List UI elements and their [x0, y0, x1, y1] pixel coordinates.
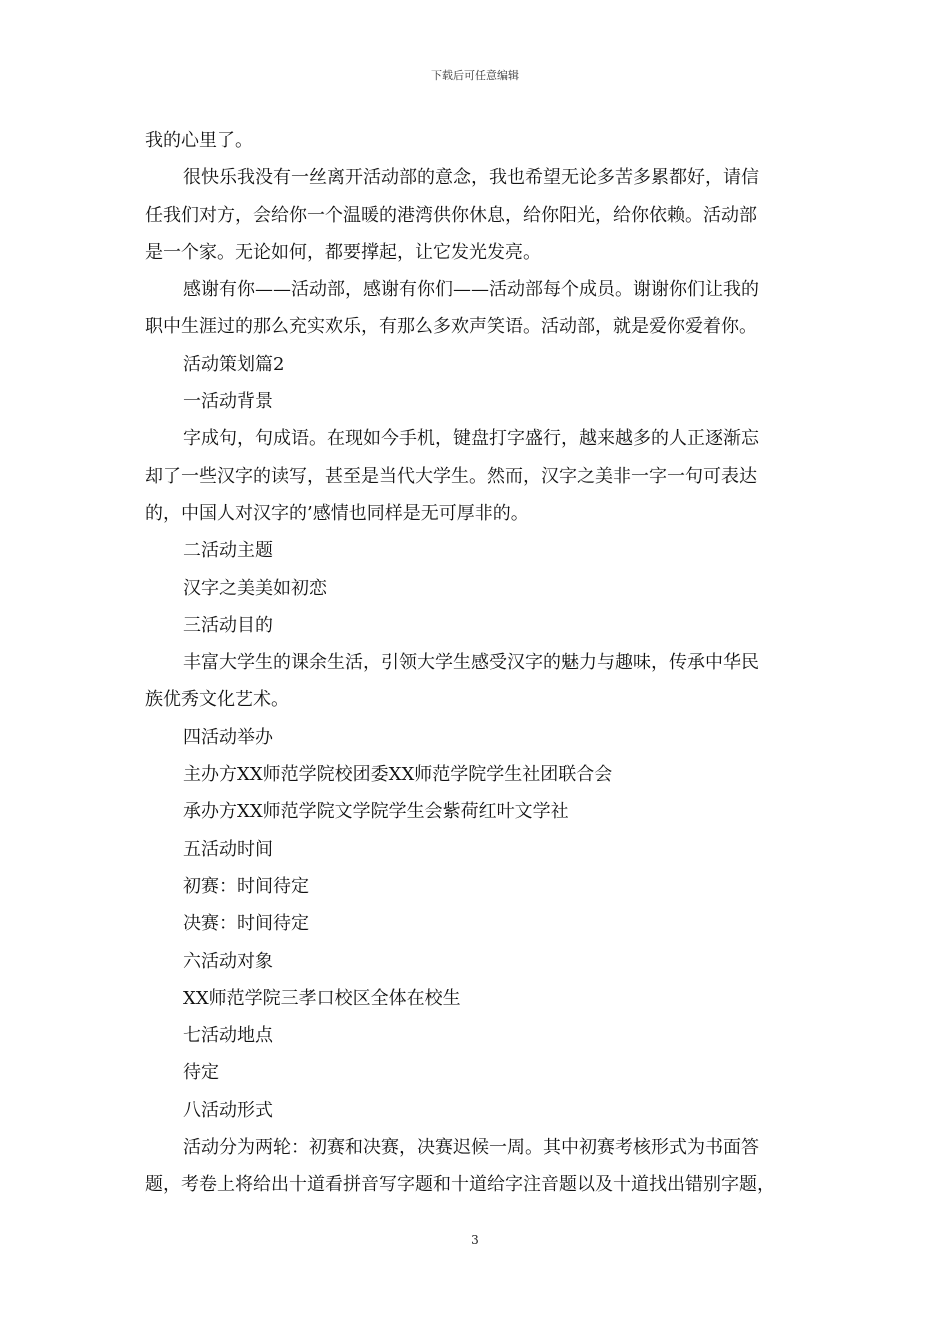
text-line: 却了一些汉字的读写，甚至是当代大学生。然而，汉字之美非一字一句可表达 [145, 465, 757, 487]
text-line: 决赛：时间待定 [183, 913, 309, 935]
section-heading: 六活动对象 [183, 950, 273, 972]
text-line: 感谢有你——活动部，感谢有你们——活动部每个成员。谢谢你们让我的 [183, 279, 759, 301]
text-line: 主办方XX师范学院校团委XX师范学院学生社团联合会 [183, 764, 613, 786]
text-line: 的，中国人对汉字的’感情也同样是无可厚非的。 [145, 502, 529, 524]
text-line: 待定 [183, 1062, 219, 1084]
text-line: 是一个家。无论如何，都要撑起，让它发光发亮。 [145, 241, 541, 263]
document-body [145, 122, 810, 1204]
section-heading: 三活动目的 [183, 614, 273, 636]
section-heading: 一活动背景 [183, 391, 273, 413]
section-heading: 七活动地点 [183, 1025, 273, 1047]
text-line: 我的心里了。 [145, 130, 253, 151]
text-line: 族优秀文化艺术。 [145, 689, 289, 711]
text-line: 丰富大学生的课余生活，引领大学生感受汉字的魅力与趣味，传承中华民 [183, 652, 759, 674]
section-title: 活动策划篇2 [183, 353, 285, 375]
text-line: 任我们对方，会给你一个温暖的港湾供你休息，给你阳光，给你依赖。活动部 [145, 204, 757, 226]
text-line: 很快乐我没有一丝离开活动部的意念，我也希望无论多苦多累都好，请信 [183, 167, 759, 189]
text-line: 承办方XX师范学院文学院学生会紫荷红叶文学社 [183, 801, 569, 823]
section-heading: 二活动主题 [183, 540, 273, 562]
text-line: 活动分为两轮：初赛和决赛，决赛迟候一周。其中初赛考核形式为书面答 [183, 1137, 759, 1159]
page-number: 3 [471, 1233, 479, 1247]
text-line: XX师范学院三孝口校区全体在校生 [183, 987, 461, 1009]
text-line: 题，考卷上将给出十道看拼音写字题和十道给字注音题以及十道找出错别字题， [145, 1174, 775, 1196]
text-line: 初赛：时间待定 [183, 875, 309, 897]
text-line: 汉字之美美如初恋 [183, 577, 327, 599]
section-heading: 五活动时间 [183, 838, 273, 860]
page-header: 下载后可任意编辑 [431, 69, 519, 82]
text-line: 职中生涯过的那么充实欢乐，有那么多欢声笑语。活动部，就是爱你爱着你。 [145, 316, 757, 338]
section-heading: 四活动举办 [183, 726, 273, 748]
text-line: 字成句，句成语。在现如今手机，键盘打字盛行，越来越多的人正逐渐忘 [183, 428, 759, 450]
section-heading: 八活动形式 [183, 1099, 273, 1121]
